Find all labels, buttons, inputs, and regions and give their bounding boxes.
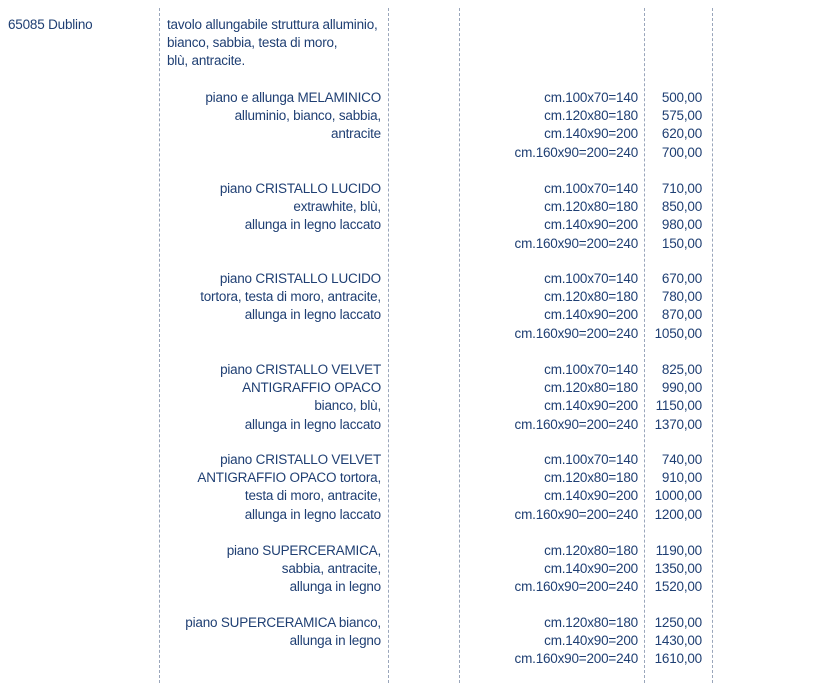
price-value: 575,00 <box>661 108 702 124</box>
variant-description <box>205 89 381 144</box>
variant-description-line: allunga in legno laccato <box>244 217 381 233</box>
price-list-column <box>655 270 702 343</box>
price-value: 500,00 <box>661 90 702 105</box>
size-value: cm.100x70=140 <box>544 181 638 196</box>
variant-description-line: piano CRISTALLO LUCIDO <box>219 271 381 286</box>
size-value: cm.160x90=200=240 <box>514 416 638 432</box>
size-list <box>515 361 638 434</box>
variant-description-line: allunga in legno <box>289 579 381 595</box>
price-value: 1610,00 <box>654 651 702 667</box>
price-value: 150,00 <box>661 235 702 251</box>
price-list-column <box>655 614 702 669</box>
variant-description <box>200 270 381 325</box>
column-divider <box>388 8 389 683</box>
variant-description-line: piano SUPERCERAMICA, <box>226 543 381 558</box>
price-value: 1520,00 <box>654 579 702 595</box>
price-value: 1350,00 <box>654 561 702 577</box>
price-value: 670,00 <box>661 271 702 286</box>
size-value: cm.140x90=200 <box>544 307 638 323</box>
variant-description-line: allunga in legno laccato <box>244 416 381 432</box>
price-value: 990,00 <box>661 380 702 396</box>
size-value: cm.120x80=180 <box>544 380 638 396</box>
price-value: 1000,00 <box>654 488 702 504</box>
size-list <box>515 270 638 343</box>
size-value: cm.100x70=140 <box>544 362 638 377</box>
size-value: cm.160x90=200=240 <box>514 235 638 251</box>
size-value: cm.120x80=180 <box>544 543 638 558</box>
size-value: cm.100x70=140 <box>544 90 638 105</box>
price-value: 850,00 <box>661 199 702 215</box>
size-value: cm.140x90=200 <box>544 398 638 414</box>
variant-description-line: alluminio, bianco, sabbia, <box>234 108 381 124</box>
size-value: cm.140x90=200 <box>544 488 638 504</box>
price-value: 740,00 <box>661 452 702 467</box>
variant-description <box>220 180 381 235</box>
column-divider <box>459 8 460 683</box>
variant-description-line: allunga in legno <box>289 633 381 649</box>
price-value: 710,00 <box>661 181 702 196</box>
price-list-column <box>662 180 702 253</box>
size-list <box>515 180 638 253</box>
price-list-column <box>655 451 702 524</box>
price-value: 870,00 <box>661 307 702 323</box>
price-list-column <box>655 361 702 434</box>
size-value: cm.120x80=180 <box>544 199 638 215</box>
price-value: 980,00 <box>661 217 702 233</box>
variant-description-line: testa di moro, antracite, <box>244 488 381 504</box>
variant-description-line: extrawhite, blù, <box>293 199 381 215</box>
column-divider <box>644 8 645 683</box>
variant-description <box>227 542 381 597</box>
price-value: 780,00 <box>661 289 702 305</box>
price-value: 1250,00 <box>654 615 702 630</box>
size-value: cm.120x80=180 <box>544 108 638 124</box>
product-code: 65085 Dublino <box>8 17 93 32</box>
size-value: cm.160x90=200=240 <box>514 506 638 522</box>
price-value: 1430,00 <box>654 633 702 649</box>
product-description-line: bianco, sabbia, testa di moro, <box>167 35 338 51</box>
product-description-line: tavolo allungabile struttura alluminio, <box>167 17 378 32</box>
variant-description-line: ANTIGRAFFIO OPACO <box>242 380 381 396</box>
size-value: cm.120x80=180 <box>544 615 638 630</box>
variant-description-line: piano e allunga MELAMINICO <box>205 90 381 105</box>
price-list-column <box>655 542 702 597</box>
variant-description-line: sabbia, antracite, <box>281 561 381 577</box>
variant-description-line: ANTIGRAFFIO OPACO tortora, <box>197 470 381 486</box>
variant-description-line: piano CRISTALLO VELVET <box>220 362 381 377</box>
product-description <box>167 16 387 71</box>
column-divider <box>712 8 713 683</box>
variant-description-line: allunga in legno laccato <box>244 307 381 323</box>
size-value: cm.100x70=140 <box>544 452 638 467</box>
variant-description-line: tortora, testa di moro, antracite, <box>200 289 381 305</box>
size-value: cm.160x90=200=240 <box>514 144 638 160</box>
price-list-column <box>662 89 702 162</box>
size-value: cm.140x90=200 <box>544 633 638 649</box>
variant-description <box>185 614 381 650</box>
variant-description-line: bianco, blù, <box>314 398 381 414</box>
price-value: 1050,00 <box>654 325 702 341</box>
variant-description-line: piano SUPERCERAMICA bianco, <box>185 615 381 630</box>
size-list <box>515 89 638 162</box>
size-value: cm.160x90=200=240 <box>514 651 638 667</box>
price-value: 1150,00 <box>655 398 702 414</box>
variant-description <box>197 451 381 524</box>
size-list <box>515 614 638 669</box>
size-value: cm.140x90=200 <box>544 561 638 577</box>
size-value: cm.120x80=180 <box>544 470 638 486</box>
price-value: 1200,00 <box>654 506 702 522</box>
variant-description-line: allunga in legno laccato <box>244 506 381 522</box>
size-value: cm.160x90=200=240 <box>514 579 638 595</box>
product-description-line: blù, antracite. <box>167 53 246 69</box>
price-value: 910,00 <box>661 470 702 486</box>
price-value: 825,00 <box>661 362 702 377</box>
size-value: cm.100x70=140 <box>544 271 638 286</box>
price-value: 1190,00 <box>655 543 702 558</box>
price-value: 620,00 <box>661 126 702 142</box>
variant-description-line: antracite <box>331 126 381 142</box>
variant-description-line: piano CRISTALLO LUCIDO <box>219 181 381 196</box>
size-value: cm.140x90=200 <box>544 217 638 233</box>
size-value: cm.160x90=200=240 <box>514 325 638 341</box>
variant-description-line: piano CRISTALLO VELVET <box>220 452 381 467</box>
size-value: cm.120x80=180 <box>544 289 638 305</box>
column-divider <box>159 8 160 683</box>
price-value: 1370,00 <box>654 416 702 432</box>
price-value: 700,00 <box>661 144 702 160</box>
size-list <box>515 451 638 524</box>
size-value: cm.140x90=200 <box>544 126 638 142</box>
variant-description <box>220 361 381 434</box>
size-list <box>515 542 638 597</box>
